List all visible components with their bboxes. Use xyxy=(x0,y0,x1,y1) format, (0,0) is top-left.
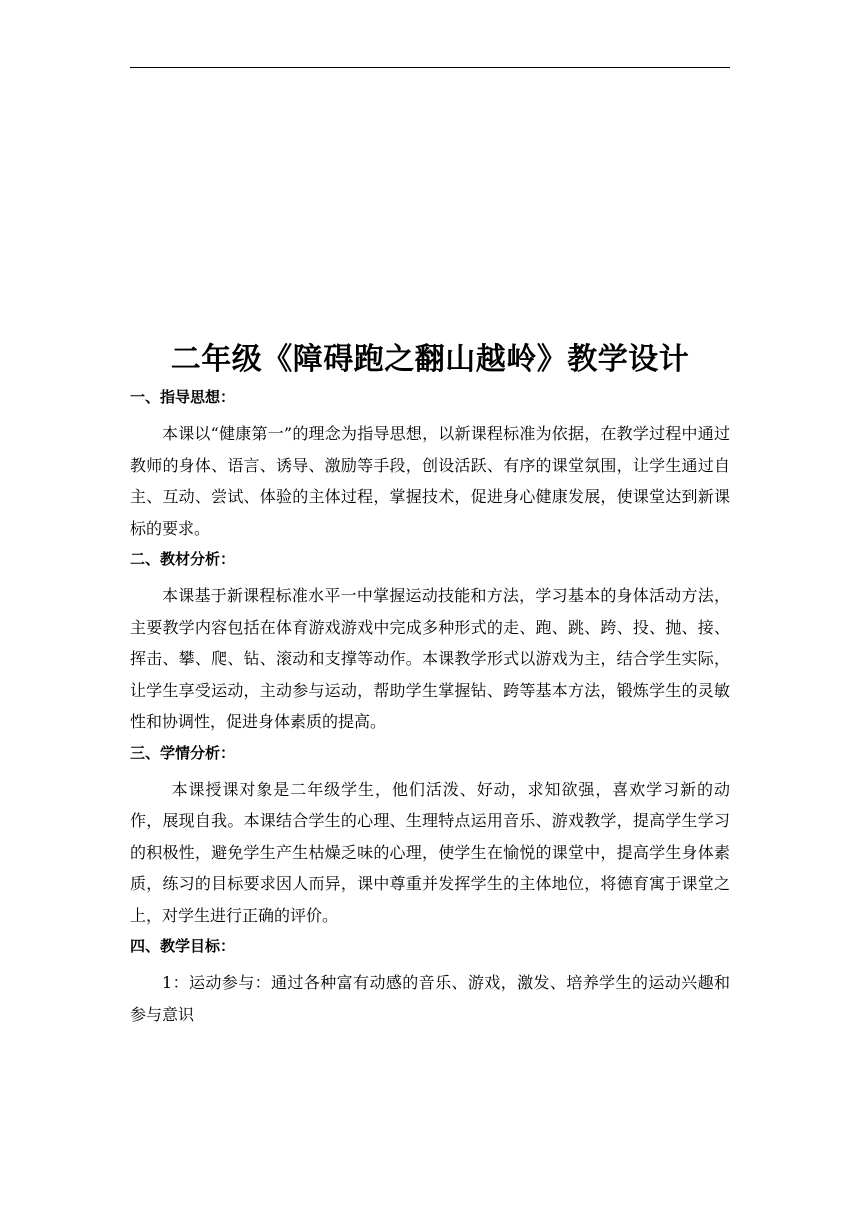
section-teaching-goals xyxy=(130,935,730,1034)
paragraph: 本课以“健康第一”的理念为指导思想，以新课程标准为依据，在教学过程中通过教师的身体、语言、诱导、激励等手段，创设活跃、有序的课堂氛围，让学生通过自主、互动、尝试、体验的主体过程，掌握技术，促进身心健康发展，使课堂达到新课标的要求。 xyxy=(130,424,730,538)
section-heading: 二、教材分析： xyxy=(130,550,236,568)
document-body xyxy=(130,338,730,1034)
section-heading: 四、教学目标： xyxy=(130,937,236,955)
section-student-analysis xyxy=(130,742,730,936)
section-heading: 三、学情分析： xyxy=(130,743,236,762)
header-rule xyxy=(130,67,730,68)
section-heading: 一、指导思想： xyxy=(130,388,236,406)
paragraph: 1：运动参与：通过各种富有动感的音乐、游戏，激发、培养学生的运动兴趣和参与意识 xyxy=(130,973,730,1024)
paragraph: 本课基于新课程标准水平一中掌握运动技能和方法，学习基本的身体活动方法，主要教学内容包括在体育游戏游戏中完成多种形式的走、跑、跳、跨、投、抛、接、挥击、攀、爬、钻、滚动和支撑等动作。本课教学形式以游戏为主，结合学生实际，让学生享受运动，主动参与运动，帮助学生掌握钻、跨等基本方法，锻炼学生的灵敏性和协调性，促进身体素质的提高。 xyxy=(130,586,730,731)
section-material-analysis xyxy=(130,548,730,742)
section-guiding-ideology xyxy=(130,386,730,548)
paragraph: 本课授课对象是二年级学生，他们活泼、好动，求知欲强，喜欢学习新的动作，展现自我。本课结合学生的心理、生理特点运用音乐、游戏教学，提高学生学习的积极性，避免学生产生枯燥乏味的心理，使学生在愉悦的课堂中，提高学生身体素质，练习的目标要求因人而异，课中尊重并发挥学生的主体地位，将德育寓于课堂之上，对学生进行正确的评价。 xyxy=(130,779,730,925)
document-title: 二年级《障碍跑之翻山越岭》教学设计 xyxy=(170,342,690,377)
